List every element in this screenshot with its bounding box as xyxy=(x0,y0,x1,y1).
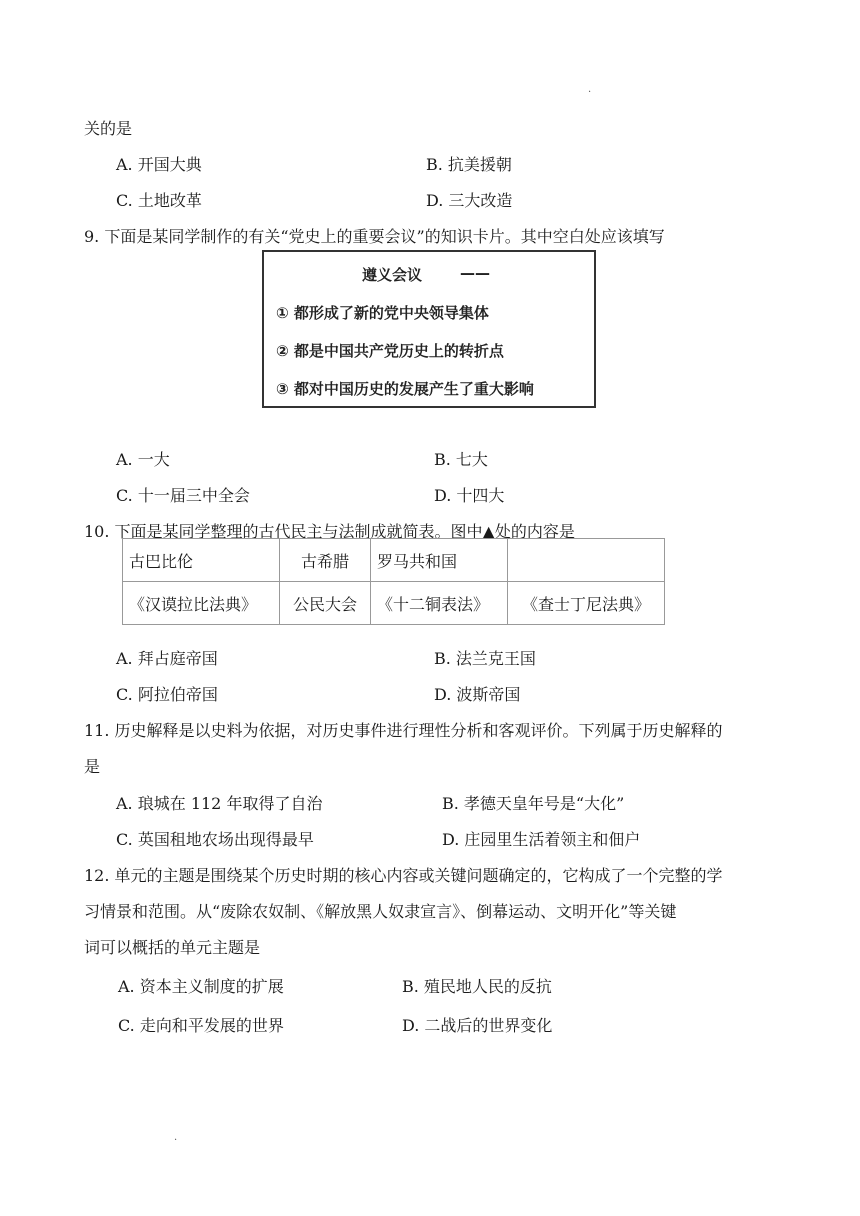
page-mark-top: . xyxy=(588,84,592,95)
q11-option-b[interactable]: B. 孝德天皇年号是“大化” xyxy=(442,794,625,813)
q12-option-b[interactable]: B. 殖民地人民的反抗 xyxy=(402,977,552,996)
q11-stem-line1: 11. 历史解释是以史料为依据，对历史事件进行理性分析和客观评价。下列属于历史解释的 xyxy=(84,721,723,740)
q11-option-d[interactable]: D. 庄园里生活着领主和佃户 xyxy=(442,830,641,849)
q11-option-a[interactable]: A. 琅城在 112 年取得了自治 xyxy=(116,794,323,813)
table-row xyxy=(123,582,665,625)
table-cell: 罗马共和国 xyxy=(371,539,508,582)
q9-option-d[interactable]: D. 十四大 xyxy=(434,486,505,505)
page-mark-bottom: . xyxy=(174,1132,178,1143)
q8-option-b[interactable]: B. 抗美援朝 xyxy=(426,155,512,174)
table-row xyxy=(123,539,665,582)
q8-option-d[interactable]: D. 三大改造 xyxy=(426,191,513,210)
q8-stem-tail: 关的是 xyxy=(84,119,133,138)
table-cell-blank xyxy=(508,539,665,582)
q12-option-a[interactable]: A. 资本主义制度的扩展 xyxy=(118,977,284,996)
q11-stem-line2: 是 xyxy=(84,757,101,776)
table-cell: 《查士丁尼法典》 xyxy=(508,582,665,625)
q10-stem: 10. 下面是某同学整理的古代民主与法制成就简表。图中▲处的内容是 xyxy=(84,522,575,541)
q9-option-b[interactable]: B. 七大 xyxy=(434,450,488,469)
q8-option-a[interactable]: A. 开国大典 xyxy=(116,155,202,174)
q8-option-c[interactable]: C. 土地改革 xyxy=(116,191,202,210)
card-blank: —— xyxy=(460,264,490,282)
table-cell: 古希腊 xyxy=(280,539,371,582)
q12-option-c[interactable]: C. 走向和平发展的世界 xyxy=(118,1016,284,1035)
knowledge-card xyxy=(262,250,596,408)
table-cell: 古巴比伦 xyxy=(123,539,280,582)
q10-option-b[interactable]: B. 法兰克王国 xyxy=(434,649,536,668)
table-cell: 公民大会 xyxy=(280,582,371,625)
table-cell: 《汉谟拉比法典》 xyxy=(123,582,280,625)
q12-stem-line1: 12. 单元的主题是围绕某个历史时期的核心内容或关键问题确定的，它构成了一个完整的学 xyxy=(84,866,723,885)
q11-option-c[interactable]: C. 英国租地农场出现得最早 xyxy=(116,830,314,849)
table-cell: 《十二铜表法》 xyxy=(371,582,508,625)
democracy-law-table xyxy=(122,538,665,625)
q10-option-c[interactable]: C. 阿拉伯帝国 xyxy=(116,685,218,704)
q10-option-a[interactable]: A. 拜占庭帝国 xyxy=(116,649,218,668)
card-item-3: ③ 都对中国历史的发展产生了重大影响 xyxy=(276,380,534,398)
card-item-2: ② 都是中国共产党历史上的转折点 xyxy=(276,342,504,360)
card-title: 遵义会议 xyxy=(362,266,423,284)
q9-option-a[interactable]: A. 一大 xyxy=(116,450,170,469)
q9-option-c[interactable]: C. 十一届三中全会 xyxy=(116,486,250,505)
q12-option-d[interactable]: D. 二战后的世界变化 xyxy=(402,1016,553,1035)
q10-option-d[interactable]: D. 波斯帝国 xyxy=(434,685,521,704)
card-item-1: ① 都形成了新的党中央领导集体 xyxy=(276,304,489,322)
q12-stem-line3: 词可以概括的单元主题是 xyxy=(84,938,261,957)
q12-stem-line2: 习情景和范围。从“废除农奴制、《解放黑人奴隶宣言》、倒幕运动、文明开化”等关键 xyxy=(84,902,677,921)
q9-stem: 9. 下面是某同学制作的有关“党史上的重要会议”的知识卡片。其中空白处应该填写 xyxy=(84,227,665,246)
